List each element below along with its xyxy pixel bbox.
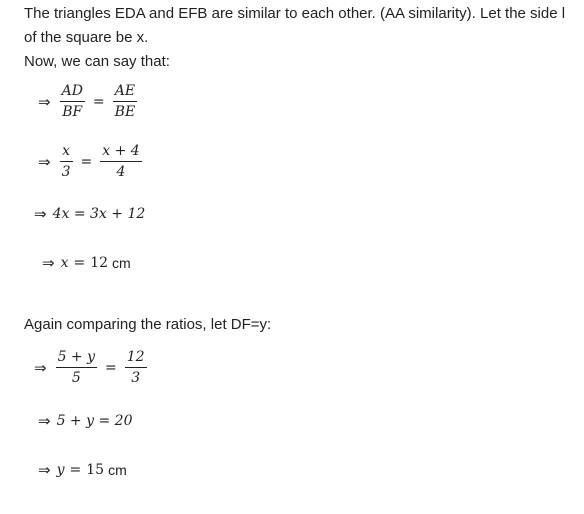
- implies-arrow: ⇒: [38, 461, 51, 479]
- numerator: x + 4: [102, 143, 140, 159]
- implies-arrow: ⇒: [34, 358, 47, 377]
- equation-7: [38, 461, 127, 479]
- equation-5: [34, 348, 150, 387]
- numerator: x: [62, 143, 70, 159]
- implies-arrow: ⇒: [38, 92, 51, 111]
- denominator: 5: [71, 370, 81, 386]
- numerator: AD: [61, 83, 83, 99]
- intro-line-3: Now, we can say that:: [24, 53, 170, 70]
- unit: cm: [108, 462, 127, 478]
- equation-1: [38, 82, 140, 121]
- equation-text: 4x = 3x + 12: [52, 206, 146, 222]
- implies-arrow: ⇒: [38, 412, 51, 430]
- implies-arrow: ⇒: [38, 152, 51, 171]
- fraction-bar: [56, 367, 97, 368]
- fraction-bar: [125, 367, 147, 368]
- variable-x: x: [60, 255, 69, 271]
- fraction-ad-bf: [60, 82, 85, 121]
- equals-sign: =: [92, 93, 105, 110]
- implies-arrow: ⇒: [42, 254, 55, 272]
- fraction-bar: [60, 101, 85, 102]
- numerator: 12: [126, 349, 145, 365]
- numerator: 5 + y: [57, 349, 96, 365]
- equals-sign: =: [80, 153, 93, 170]
- variable-y: y: [56, 462, 65, 478]
- second-intro: Again comparing the ratios, let DF=y:: [24, 316, 272, 333]
- value: 12: [90, 255, 109, 271]
- fraction-x-3: [60, 142, 73, 181]
- equation-text: 5 + y = 20: [56, 413, 133, 429]
- numerator: AE: [114, 83, 136, 99]
- intro-line-1: The triangles EDA and EFB are similar to each other. (AA similarity). Let the side l: [24, 5, 566, 22]
- fraction-ae-be: [113, 82, 138, 121]
- equals-sign: =: [73, 255, 86, 271]
- fraction-5plusy-5: [56, 348, 97, 387]
- denominator: 3: [131, 370, 141, 386]
- equals-sign: =: [69, 462, 82, 478]
- fraction-bar: [113, 101, 138, 102]
- denominator: 3: [61, 164, 71, 180]
- fraction-bar: [100, 161, 141, 162]
- value: 15: [86, 462, 105, 478]
- fraction-bar: [60, 161, 73, 162]
- equals-sign: =: [105, 359, 117, 376]
- fraction-12-3: [125, 348, 147, 387]
- denominator: 4: [116, 164, 126, 180]
- equation-3: [34, 205, 145, 223]
- denominator: BE: [114, 104, 136, 120]
- unit: cm: [112, 255, 131, 271]
- fraction-xplus4-4: [100, 142, 141, 181]
- denominator: BF: [62, 104, 83, 120]
- equation-4: [42, 254, 131, 272]
- equation-6: [38, 412, 132, 430]
- intro-line-2: of the square be x.: [24, 29, 149, 46]
- implies-arrow: ⇒: [34, 205, 47, 223]
- equation-2: [38, 142, 145, 181]
